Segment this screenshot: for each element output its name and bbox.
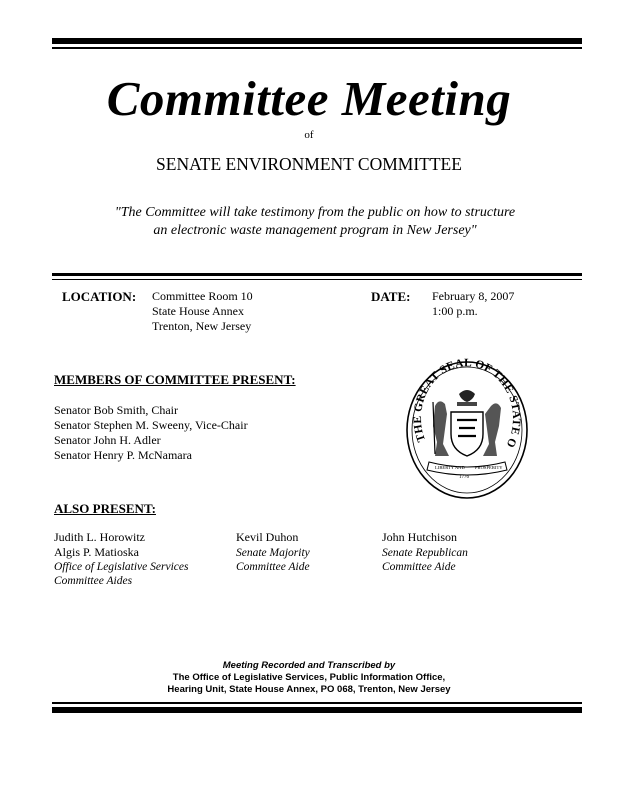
location-label: LOCATION:	[62, 289, 137, 304]
date-label: DATE:	[371, 289, 411, 304]
staff-role: Senate Majority	[236, 547, 310, 559]
seal-banner-left: LIBERTY AND	[435, 465, 465, 470]
member-name: Senator John H. Adler	[54, 433, 161, 447]
staff-role: Committee Aide	[382, 561, 456, 573]
staff-name: John Hutchison	[382, 530, 457, 544]
time-line: 1:00 p.m.	[432, 304, 478, 318]
location-line: State House Annex	[152, 304, 244, 318]
staff-role: Office of Legislative Services	[54, 561, 189, 573]
also-present-col-2	[236, 530, 310, 574]
top-rule-thin	[52, 47, 582, 49]
meeting-subject	[60, 204, 570, 240]
of-label: of	[304, 129, 314, 141]
date-line: February 8, 2007	[432, 289, 515, 303]
location-line: Committee Room 10	[152, 289, 253, 303]
footer-address: Hearing Unit, State House Annex, PO 068, Trenton, New Jersey	[167, 684, 451, 695]
also-present-col-3	[382, 530, 468, 574]
staff-name: Algis P. Matioska	[54, 545, 140, 559]
member-name: Senator Henry P. McNamara	[54, 448, 192, 462]
seal-banner-right: PROSPERITY	[475, 465, 503, 470]
footer-recorded-by: Meeting Recorded and Transcribed by	[222, 660, 396, 671]
staff-role: Committee Aide	[236, 561, 310, 573]
seal-year: 1776	[459, 475, 469, 480]
subject-line-2: an electronic waste management program in New Jersey"	[153, 223, 477, 238]
staff-role: Senate Republican	[382, 547, 468, 559]
committee-name: SENATE ENVIRONMENT COMMITTEE	[156, 154, 462, 174]
bottom-rule-thick	[52, 707, 582, 713]
staff-name: Judith L. Horowitz	[54, 530, 145, 544]
seal-ring-text: THE GREAT SEAL OF THE STATE O	[411, 357, 523, 450]
state-seal	[405, 354, 529, 499]
also-present-heading: ALSO PRESENT:	[54, 501, 156, 516]
member-name: Senator Stephen M. Sweeny, Vice-Chair	[54, 418, 248, 432]
member-name: Senator Bob Smith, Chair	[54, 403, 178, 417]
date-lines	[432, 289, 514, 319]
middle-rule-thick	[52, 273, 582, 276]
top-rule-thick	[52, 38, 582, 44]
members-list	[54, 403, 248, 463]
location-lines	[152, 289, 253, 334]
members-heading: MEMBERS OF COMMITTEE PRESENT:	[54, 372, 296, 387]
staff-role: Committee Aides	[54, 575, 133, 587]
staff-name: Kevil Duhon	[236, 530, 299, 544]
subject-line-1: "The Committee will take testimony from the public on how to structure	[114, 205, 516, 220]
footer-office: The Office of Legislative Services, Public Information Office,	[172, 672, 446, 683]
seal-image	[405, 354, 529, 499]
bottom-rule-thin	[52, 702, 582, 704]
middle-rule-thin	[52, 279, 582, 280]
page-title: Committee Meeting	[106, 71, 512, 126]
location-line: Trenton, New Jersey	[152, 319, 252, 333]
also-present-col-1	[54, 530, 188, 588]
